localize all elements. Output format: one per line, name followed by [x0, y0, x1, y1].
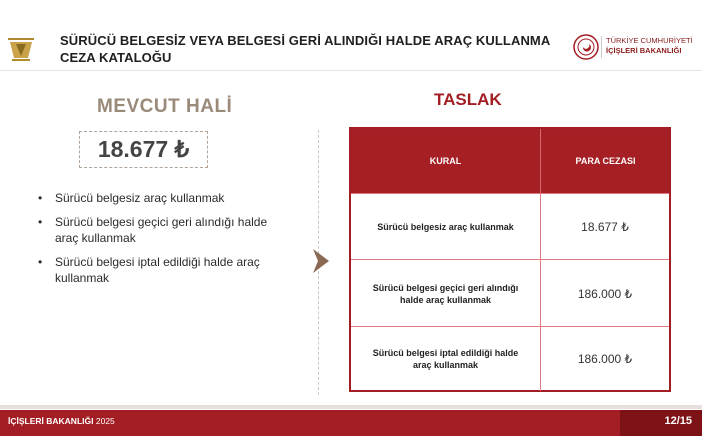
- footer-stripe: [0, 405, 702, 409]
- footer-org: [8, 416, 115, 426]
- draft-fines-table: [349, 127, 671, 392]
- page-number: 12/15: [664, 415, 692, 427]
- table-header: [351, 129, 669, 193]
- current-heading: MEVCUT HALİ: [97, 96, 233, 117]
- republic-seal-icon: [573, 34, 599, 60]
- list-item: • Sürücü belgesi geçici geri alındığı halde araç kullanmak: [38, 214, 278, 246]
- slide-header: [0, 0, 702, 71]
- org-name: [606, 36, 693, 56]
- org-separator: [601, 36, 602, 58]
- title-line-1: SÜRÜCÜ BELGESİZ VEYA BELGESİ GERİ ALINDIĞI HALDE ARAÇ KULLANMA: [60, 33, 551, 48]
- rule-cell: Sürücü belgesi geçici geri alındığı halde araç kullanmak: [372, 282, 519, 305]
- column-header-fine: PARA CEZASI: [540, 129, 670, 193]
- title-line-2: CEZA KATALOĞU: [60, 50, 172, 65]
- slide-footer: [0, 410, 702, 436]
- footer-year: 2025: [95, 416, 115, 426]
- table-row: [351, 259, 669, 327]
- draft-heading: TASLAK: [434, 90, 502, 109]
- rule-cell: Sürücü belgesiz araç kullanmak: [377, 222, 514, 232]
- slide-title: [60, 32, 550, 66]
- fine-cell: 18.677 ₺: [540, 194, 669, 260]
- footer-org-name: İÇİŞLERİ BAKANLIĞI: [8, 416, 94, 426]
- current-amount: 18.677 ₺: [79, 131, 208, 168]
- list-item: • Sürücü belgesi iptal edildiği halde araç kullanmak: [38, 254, 278, 286]
- column-header-rule: KURAL: [429, 156, 462, 166]
- org-line-2: İÇİŞLERİ BAKANLIĞI: [606, 46, 682, 55]
- org-line-1: TÜRKİYE CUMHURİYETİ: [606, 36, 693, 45]
- chevron-right-icon: [311, 249, 331, 273]
- list-item: • Sürücü belgesiz araç kullanmak: [38, 190, 278, 206]
- rule-cell: Sürücü belgesi iptal edildiği halde araç kullanmak: [372, 348, 519, 370]
- fine-cell: 186.000 ₺: [540, 260, 669, 327]
- fine-cell: 186.000 ₺: [540, 327, 669, 391]
- current-rules-list: [38, 190, 278, 294]
- table-row: [351, 193, 669, 260]
- table-row: [351, 326, 669, 391]
- ministry-emblem-icon: [6, 30, 36, 64]
